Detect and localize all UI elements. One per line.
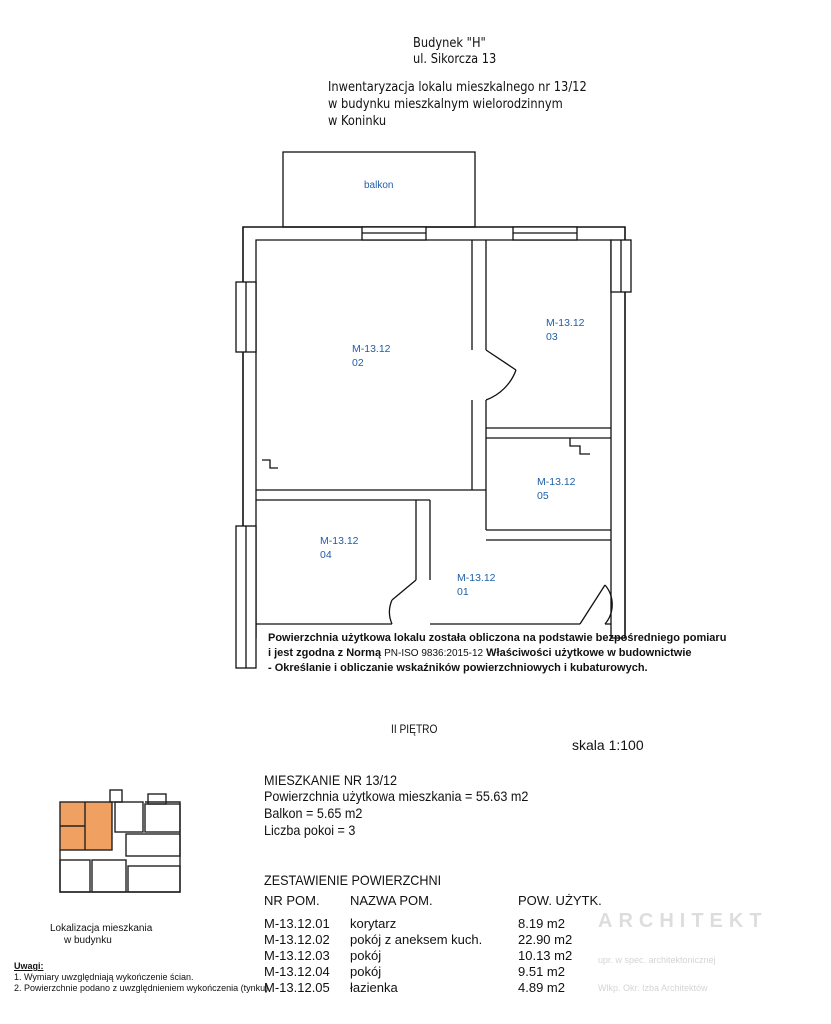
row-code: M-13.12.01 [264, 915, 330, 931]
row-code: M-13.12.03 [264, 947, 330, 963]
row-name: pokój [350, 963, 382, 979]
room-04-code: M-13.12 [320, 535, 359, 547]
header-room-name: NAZWA POM. [350, 893, 433, 908]
room-03-code: M-13.12 [546, 317, 585, 329]
notes-line2: 2. Powierzchnie podano z uwzględnieniem wykończenia (tynku). [14, 983, 271, 993]
building-name: Budynek "H" [413, 36, 486, 51]
notes-title: Uwagi: [14, 961, 44, 971]
header-area: POW. UŻYTK. [518, 893, 602, 908]
balcony-label: balkon [364, 180, 394, 191]
table-row [264, 979, 572, 995]
document-title: Inwentaryzacja lokalu mieszkalnego nr 13/12 [328, 80, 587, 95]
floor-label: II PIĘTRO [391, 722, 438, 736]
room-02-num: 02 [352, 357, 364, 369]
norm-note-text-b: Właściwości użytkowe w budownictwie [486, 647, 692, 659]
row-code: M-13.12.05 [264, 979, 330, 995]
document-location: w Koninku [328, 114, 387, 129]
stamp-line3: Wlkp. Okr. Izba Architektów [598, 983, 708, 993]
room-01-code: M-13.12 [457, 572, 496, 584]
norm-note-line3: - Określanie i obliczanie wskaźników powierzchniowych i kubaturowych. [268, 662, 648, 674]
stamp-line2: upr. w spec. architektonicznej [598, 955, 716, 965]
row-code: M-13.12.02 [264, 931, 330, 947]
row-area: 4.89 m2 [518, 979, 565, 995]
table-row [264, 963, 572, 979]
norm-note-line2 [268, 646, 692, 661]
norm-note-text-a: i jest zgodna z Normą [268, 647, 382, 659]
stamp-title: ARCHITEKT [598, 910, 768, 932]
row-name: pokój z aneksem kuch. [350, 931, 483, 947]
apartment-balcony: Balkon = 5.65 m2 [264, 805, 363, 821]
norm-code: PN-ISO 9836:2015-12 [384, 648, 484, 659]
row-code: M-13.12.04 [264, 963, 330, 979]
room-05-num: 05 [537, 490, 549, 502]
document-subtitle: w budynku mieszkalnym wielorodzinnym [328, 97, 563, 112]
location-caption [50, 923, 152, 947]
row-area: 10.13 m2 [518, 947, 573, 963]
location-caption-line1: Lokalizacja mieszkania [50, 923, 153, 934]
row-name: pokój [350, 947, 382, 963]
table-row [264, 931, 572, 947]
room-02-code: M-13.12 [352, 343, 391, 355]
scale-label: skala 1:100 [572, 737, 644, 753]
location-caption-line2: w budynku [64, 935, 112, 946]
notes-line1: 1. Wymiary uwzględniają wykończenie ścian. [14, 972, 194, 982]
room-04-num: 04 [320, 549, 332, 561]
header-room-no: NR POM. [264, 893, 320, 908]
outer-wall [243, 227, 625, 638]
apartment-area: Powierzchnia użytkowa mieszkania = 55.63 m2 [264, 788, 529, 804]
row-area: 22.90 m2 [518, 931, 573, 947]
norm-note-line1: Powierzchnia użytkowa lokalu została obliczona na podstawie bezpośredniego pomiaru [268, 632, 727, 644]
row-area: 8.19 m2 [518, 915, 565, 931]
location-map [30, 782, 190, 912]
row-area: 9.51 m2 [518, 963, 565, 979]
summary-title: ZESTAWIENIE POWIERZCHNI [264, 872, 442, 888]
architect-stamp [598, 910, 808, 1020]
row-name: łazienka [350, 979, 398, 995]
apartment-rooms-count: Liczba pokoi = 3 [264, 822, 356, 838]
row-name: korytarz [350, 915, 397, 931]
table-row [264, 915, 572, 931]
outer-wall-inner [256, 240, 611, 638]
room-03-num: 03 [546, 331, 558, 343]
summary-table [264, 915, 572, 995]
room-05-code: M-13.12 [537, 476, 576, 488]
room-01-num: 01 [457, 586, 469, 598]
street-address: ul. Sikorcza 13 [413, 52, 497, 67]
table-row [264, 947, 572, 963]
apartment-title: MIESZKANIE NR 13/12 [264, 772, 398, 788]
